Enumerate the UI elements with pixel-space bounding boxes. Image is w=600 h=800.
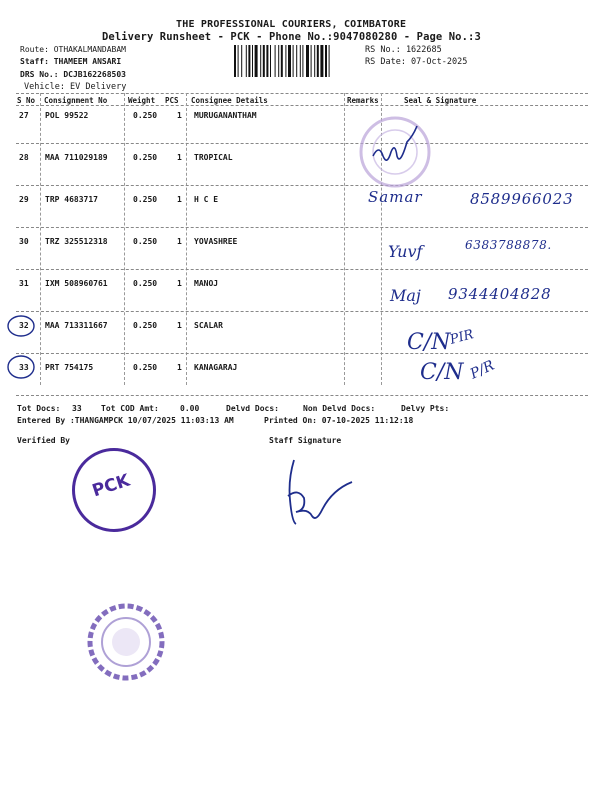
seal-stamp-faint (355, 112, 435, 192)
tot-docs-value: 33 (72, 404, 82, 413)
col-separator (344, 93, 345, 385)
row-rule (16, 269, 588, 270)
row-consignment: POL 99522 (45, 111, 89, 120)
row-consignment: IXM 508960761 (45, 279, 108, 288)
row-rule (16, 143, 588, 144)
handwritten-cn-1: C/N (407, 330, 451, 355)
header-top-rule (16, 93, 588, 94)
handwritten-phone-31: 9344404828 (448, 285, 552, 303)
handwritten-cn-2: C/N (420, 360, 464, 385)
col-separator (124, 93, 125, 385)
verified-by-label: Verified By (17, 436, 70, 445)
rs-number: RS No.: 1622685 (365, 45, 442, 55)
non-delvd-docs-label: Non Delvd Docs: (303, 404, 376, 413)
handdrawn-circles (4, 312, 38, 382)
col-consignment: Consignment No (44, 96, 108, 105)
staff-signature-label: Staff Signature (269, 436, 342, 445)
col-consignee: Consignee Details (191, 96, 268, 105)
row-consignee: SCALAR (194, 321, 223, 330)
col-weight: Weight (128, 96, 156, 105)
barcode (234, 45, 360, 77)
tot-docs-label: Tot Docs: (17, 404, 61, 413)
col-separator (186, 93, 187, 385)
row-rule (16, 227, 588, 228)
row-weight: 0.250 (133, 111, 158, 120)
staff-signature (268, 452, 368, 532)
row-sno: 31 (19, 279, 29, 288)
handwritten-pr-2: P/R (467, 357, 497, 383)
row-sno: 32 (19, 321, 29, 330)
company-name: THE PROFESSIONAL COURIERS, COIMBATORE (176, 19, 407, 30)
row-consignee: MURUGANANTHAM (194, 111, 257, 120)
handwritten-name: Samar (368, 188, 423, 206)
col-remarks: Remarks (347, 96, 379, 105)
staff-label: Staff: THAMEEM ANSARI (20, 57, 122, 66)
row-pcs: 1 (177, 153, 182, 162)
row-consignee: TROPICAL (194, 153, 233, 162)
handwritten-phone-29: 8589966023 (470, 190, 574, 208)
row-pcs: 1 (177, 279, 182, 288)
row-consignment: TRP 4683717 (45, 195, 98, 204)
row-consignee: H C E (194, 195, 219, 204)
delvy-pts-label: Delvy Pts: (401, 404, 450, 413)
row-sno: 30 (19, 237, 29, 246)
row-rule (16, 311, 588, 312)
row-pcs: 1 (177, 237, 182, 246)
tot-cod-label: Tot COD Amt: (101, 404, 159, 413)
row-pcs: 1 (177, 111, 182, 120)
tot-cod-value: 0.00 (180, 404, 200, 413)
row-pcs: 1 (177, 321, 182, 330)
row-weight: 0.250 (133, 321, 158, 330)
col-seal-signature: Seal & Signature (404, 96, 477, 105)
row-sno: 28 (19, 153, 29, 162)
drs-number: DRS No.: DCJB162268503 (20, 70, 126, 79)
row-rule (16, 395, 588, 396)
row-consignment: MAA 711029189 (45, 153, 108, 162)
row-consignee: YOVASHREE (194, 237, 238, 246)
round-seal (86, 602, 166, 682)
row-consignment: TRZ 325512318 (45, 237, 108, 246)
row-rule (16, 185, 588, 186)
col-sno: S No (17, 96, 36, 105)
printed-on: Printed On: 07-10-2025 11:12:18 (264, 416, 414, 425)
row-consignment: PRT 754175 (45, 363, 94, 372)
row-sno: 29 (19, 195, 29, 204)
row-pcs: 1 (177, 363, 182, 372)
row-weight: 0.250 (133, 279, 158, 288)
handwritten-sign-30: Yuvf (388, 242, 423, 261)
handwritten-phone-30: 6383788878. (465, 238, 552, 252)
row-consignee: MANOJ (194, 279, 219, 288)
row-weight: 0.250 (133, 195, 158, 204)
runsheet-title: Delivery Runsheet - PCK - Phone No.:9047080280 - Page No.:3 (102, 31, 481, 43)
handwritten-pr-1: PIR (448, 327, 476, 348)
row-sno: 27 (19, 111, 29, 120)
handwritten-sign-31: Maj (390, 286, 421, 305)
row-consignee: KANAGARAJ (194, 363, 238, 372)
vehicle-label: Vehicle: EV Delivery (24, 82, 127, 92)
route-label: Route: OTHAKALMANDABAM (20, 45, 126, 54)
col-pcs: PCS (165, 96, 179, 105)
row-pcs: 1 (177, 195, 182, 204)
rs-date: RS Date: 07-Oct-2025 (365, 57, 468, 67)
header-bottom-rule (16, 105, 588, 106)
row-sno: 33 (19, 363, 29, 372)
row-weight: 0.250 (133, 363, 158, 372)
row-rule (16, 353, 588, 354)
pck-stamp-text: PCK (89, 470, 133, 502)
col-separator (40, 93, 41, 385)
row-weight: 0.250 (133, 153, 158, 162)
entered-by: Entered By :THANGAMPCK 10/07/2025 11:03:13 AM (17, 416, 234, 425)
delvd-docs-label: Delvd Docs: (226, 404, 279, 413)
row-consignment: MAA 713311667 (45, 321, 108, 330)
row-weight: 0.250 (133, 237, 158, 246)
